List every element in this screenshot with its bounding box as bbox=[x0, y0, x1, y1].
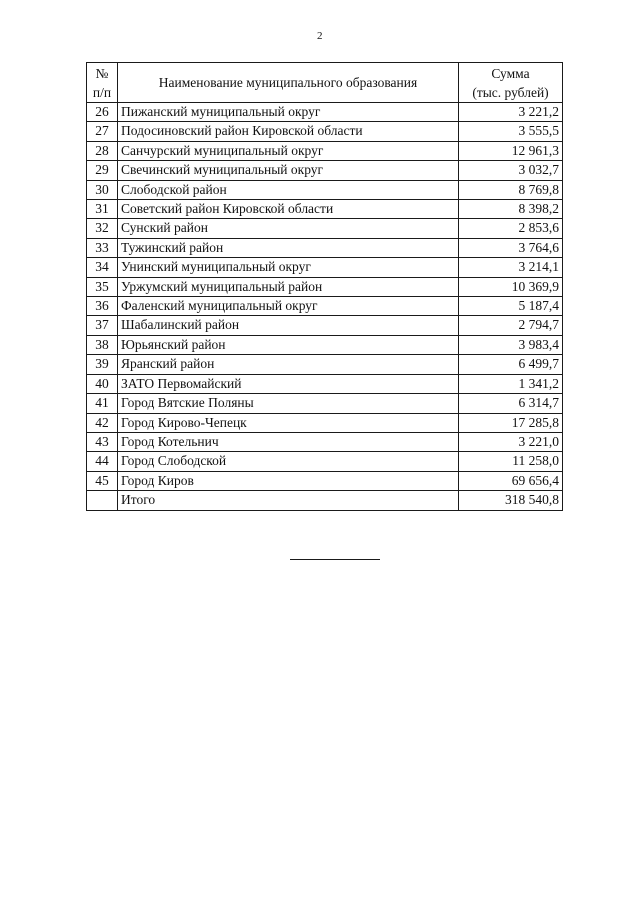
row-sum: 8 769,8 bbox=[459, 180, 563, 199]
table-row bbox=[87, 141, 563, 160]
row-sum: 6 499,7 bbox=[459, 355, 563, 374]
row-sum: 8 398,2 bbox=[459, 200, 563, 219]
row-sum: 12 961,3 bbox=[459, 141, 563, 160]
row-name: Город Кирово-Чепецк bbox=[118, 413, 459, 432]
table-row bbox=[87, 297, 563, 316]
row-name: Сунский район bbox=[118, 219, 459, 238]
row-sum: 3 032,7 bbox=[459, 161, 563, 180]
row-name: Город Вятские Поляны bbox=[118, 394, 459, 413]
table-row bbox=[87, 180, 563, 199]
row-name: Фаленский муниципальный округ bbox=[118, 297, 459, 316]
row-name: Уржумский муниципальный район bbox=[118, 277, 459, 296]
header-number bbox=[87, 63, 118, 103]
table-row bbox=[87, 316, 563, 335]
row-number: 29 bbox=[87, 161, 118, 180]
row-sum: 5 187,4 bbox=[459, 297, 563, 316]
row-sum: 6 314,7 bbox=[459, 394, 563, 413]
table-row bbox=[87, 394, 563, 413]
header-number-symbol: № bbox=[95, 65, 109, 81]
row-number: 30 bbox=[87, 180, 118, 199]
table-row bbox=[87, 452, 563, 471]
row-number: 42 bbox=[87, 413, 118, 432]
row-sum: 3 983,4 bbox=[459, 335, 563, 354]
row-name: Шабалинский район bbox=[118, 316, 459, 335]
table-row bbox=[87, 277, 563, 296]
row-number: 32 bbox=[87, 219, 118, 238]
row-number: 35 bbox=[87, 277, 118, 296]
row-number: 44 bbox=[87, 452, 118, 471]
municipal-amounts-table bbox=[86, 62, 563, 511]
row-name: Санчурский муниципальный округ bbox=[118, 141, 459, 160]
row-number: 36 bbox=[87, 297, 118, 316]
row-name: Город Котельнич bbox=[118, 432, 459, 451]
table-row bbox=[87, 161, 563, 180]
row-number: 26 bbox=[87, 103, 118, 122]
row-sum: 69 656,4 bbox=[459, 471, 563, 490]
row-sum: 2 794,7 bbox=[459, 316, 563, 335]
row-sum: 3 221,2 bbox=[459, 103, 563, 122]
table-row bbox=[87, 413, 563, 432]
row-sum: 10 369,9 bbox=[459, 277, 563, 296]
row-number: 37 bbox=[87, 316, 118, 335]
row-number: 39 bbox=[87, 355, 118, 374]
row-number: 34 bbox=[87, 258, 118, 277]
row-name: Юрьянский район bbox=[118, 335, 459, 354]
table-row bbox=[87, 200, 563, 219]
table-row bbox=[87, 432, 563, 451]
table-row bbox=[87, 471, 563, 490]
total-label: Итого bbox=[118, 491, 459, 510]
row-name: Тужинский район bbox=[118, 238, 459, 257]
table-row bbox=[87, 238, 563, 257]
row-sum: 3 221,0 bbox=[459, 432, 563, 451]
row-name: Пижанский муниципальный округ bbox=[118, 103, 459, 122]
row-name: Унинский муниципальный округ bbox=[118, 258, 459, 277]
total-sum: 318 540,8 bbox=[459, 491, 563, 510]
row-number: 33 bbox=[87, 238, 118, 257]
table-body bbox=[87, 103, 563, 511]
row-sum: 2 853,6 bbox=[459, 219, 563, 238]
total-number-cell bbox=[87, 491, 118, 510]
row-number: 31 bbox=[87, 200, 118, 219]
header-name: Наименование муниципального образования bbox=[118, 63, 459, 103]
row-number: 41 bbox=[87, 394, 118, 413]
table-row bbox=[87, 219, 563, 238]
table-row bbox=[87, 258, 563, 277]
closing-divider-line bbox=[290, 559, 380, 560]
row-sum: 11 258,0 bbox=[459, 452, 563, 471]
row-sum: 3 764,6 bbox=[459, 238, 563, 257]
header-sum-title: Сумма bbox=[491, 65, 530, 81]
row-name: Слободской район bbox=[118, 180, 459, 199]
row-sum: 3 555,5 bbox=[459, 122, 563, 141]
row-number: 27 bbox=[87, 122, 118, 141]
row-name: Советский район Кировской области bbox=[118, 200, 459, 219]
row-number: 38 bbox=[87, 335, 118, 354]
row-number: 43 bbox=[87, 432, 118, 451]
row-name: Подосиновский район Кировской области bbox=[118, 122, 459, 141]
row-name: Город Киров bbox=[118, 471, 459, 490]
row-number: 45 bbox=[87, 471, 118, 490]
row-number: 28 bbox=[87, 141, 118, 160]
page-number: 2 bbox=[317, 30, 323, 42]
row-name: Свечинский муниципальный округ bbox=[118, 161, 459, 180]
table-row bbox=[87, 374, 563, 393]
row-sum: 1 341,2 bbox=[459, 374, 563, 393]
header-sum-unit: (тыс. рублей) bbox=[472, 84, 549, 100]
total-row bbox=[87, 491, 563, 510]
header-sum bbox=[459, 63, 563, 103]
table-row bbox=[87, 103, 563, 122]
header-number-abbrev: п/п bbox=[92, 84, 112, 100]
row-sum: 17 285,8 bbox=[459, 413, 563, 432]
row-sum: 3 214,1 bbox=[459, 258, 563, 277]
table-row bbox=[87, 335, 563, 354]
table-row bbox=[87, 355, 563, 374]
row-name: ЗАТО Первомайский bbox=[118, 374, 459, 393]
row-name: Яранский район bbox=[118, 355, 459, 374]
row-number: 40 bbox=[87, 374, 118, 393]
row-name: Город Слободской bbox=[118, 452, 459, 471]
table-header-row bbox=[87, 63, 563, 103]
table-row bbox=[87, 122, 563, 141]
